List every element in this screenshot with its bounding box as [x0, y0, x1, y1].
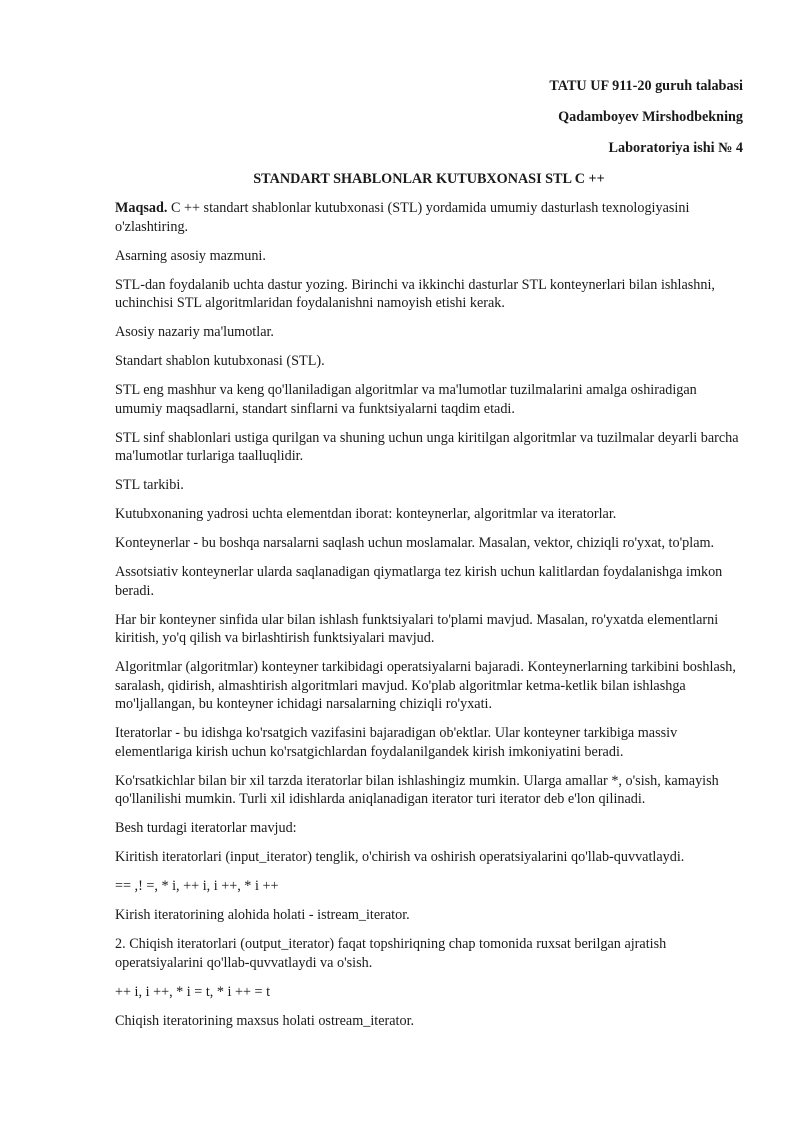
paragraph: Asosiy nazariy ma'lumotlar.	[115, 324, 274, 340]
paragraph: Kirish iteratorining alohida holati - istream_iterator.	[115, 907, 410, 923]
paragraph: Standart shablon kutubxonasi (STL).	[115, 353, 325, 369]
code-line: == ,! =, * i, ++ i, i ++, * i ++	[115, 878, 279, 894]
paragraph: Iteratorlar - bu idishga ko'rsatgich vazifasini bajaradigan ob'ektlar. Ular konteyner tarkibiga massiv elementlariga kirish uchun ko'rsatgichlardan foydalanilgandek kirish imkoniyatini beradi.	[115, 725, 678, 760]
header-student-name: Qadamboyev Mirshodbekning	[558, 109, 743, 125]
paragraph: STL eng mashhur va keng qo'llaniladigan algoritmlar va ma'lumotlar tuzilmalarini amalga oshiradigan umumiy maqsadlarni, standart sinflarni va funktsiyalarni taqdim etadi.	[115, 382, 697, 417]
paragraph: STL-dan foydalanib uchta dastur yozing. Birinchi va ikkinchi dasturlar STL konteynerlari bilan ishlashni, uchinchisi STL algoritmlaridan foydalanishni namoyish etishi kerak.	[115, 276, 715, 311]
paragraph: Chiqish iteratorining maxsus holati ostream_iterator.	[115, 1012, 415, 1029]
paragraph: Algoritmlar (algoritmlar) konteyner tarkibidagi operatsiyalarni bajaradi. Konteynerlarning tarkibini boshlash, saralash, qidirish, almashtirish algoritmlari mavjud. Ko'plab algoritmlar ketma-ketlik bilan ishlashga mo'ljallangan, bu konteyner ichidagi narsalarning chiziqli ro'yxati.	[115, 659, 736, 712]
paragraph: STL sinf shablonlari ustiga qurilgan va shuning uchun unga kiritilgan algoritmlar va tuzilmalar deyarli barcha ma'lumotlar turlariga taalluqlidir.	[115, 429, 739, 464]
purpose-label: Maqsad.	[115, 200, 168, 216]
purpose-text: C ++ standart shablonlar kutubxonasi (STL) yordamida umumiy dasturlash texnologiyasini o'zlashtiring.	[115, 200, 690, 235]
paragraph: STL tarkibi.	[115, 477, 184, 493]
paragraph: Besh turdagi iteratorlar mavjud:	[115, 820, 297, 836]
paragraph: Ko'rsatkichlar bilan bir xil tarzda iteratorlar bilan ishlashingiz mumkin. Ularga amallar *, o'sish, kamayish qo'llanilishi mumkin. Turli xil idishlarda aniqlanadigan iterator turi iterator deb e'lon qilinadi.	[115, 772, 719, 807]
paragraph: 2. Chiqish iteratorlari (output_iterator) faqat topshiriqning chap tomonida ruxsat berilgan ajratish operatsiyalarini qo'llab-quvvatlaydi va o'sish.	[115, 936, 667, 971]
paragraph: Konteynerlar - bu boshqa narsalarni saqlash uchun moslamalar. Masalan, vektor, chiziqli ro'yxat, to'plam.	[115, 535, 715, 551]
paragraph: Assotsiativ konteynerlar ularda saqlanadigan qiymatlarga tez kirish uchun kalitlardan foydalanishga imkon beradi.	[115, 564, 723, 599]
header-student-group: TATU UF 911-20 guruh talabasi	[549, 78, 743, 94]
paragraph: Asarning asosiy mazmuni.	[115, 247, 266, 264]
paragraph: Kiritish iteratorlari (input_iterator) tenglik, o'chirish va oshirish operatsiyalarini qo'llab-quvvatlaydi.	[115, 849, 685, 865]
header-lab-number: Laboratoriya ishi № 4	[608, 140, 743, 156]
purpose-paragraph	[115, 199, 743, 236]
paragraph: Kutubxonaning yadrosi uchta elementdan iborat: konteynerlar, algoritmlar va iteratorlar.	[115, 506, 617, 522]
paragraph: Har bir konteyner sinfida ular bilan ishlash funktsiyalari to'plami mavjud. Masalan, ro'yxatda elementlarni kiritish, yo'q qilish va birlashtirish funktsiyalari mavjud.	[115, 611, 719, 646]
document-title: STANDART SHABLONLAR KUTUBXONASI STL C ++	[253, 171, 605, 187]
code-line: ++ i, i ++, * i = t, * i ++ = t	[115, 983, 271, 1000]
